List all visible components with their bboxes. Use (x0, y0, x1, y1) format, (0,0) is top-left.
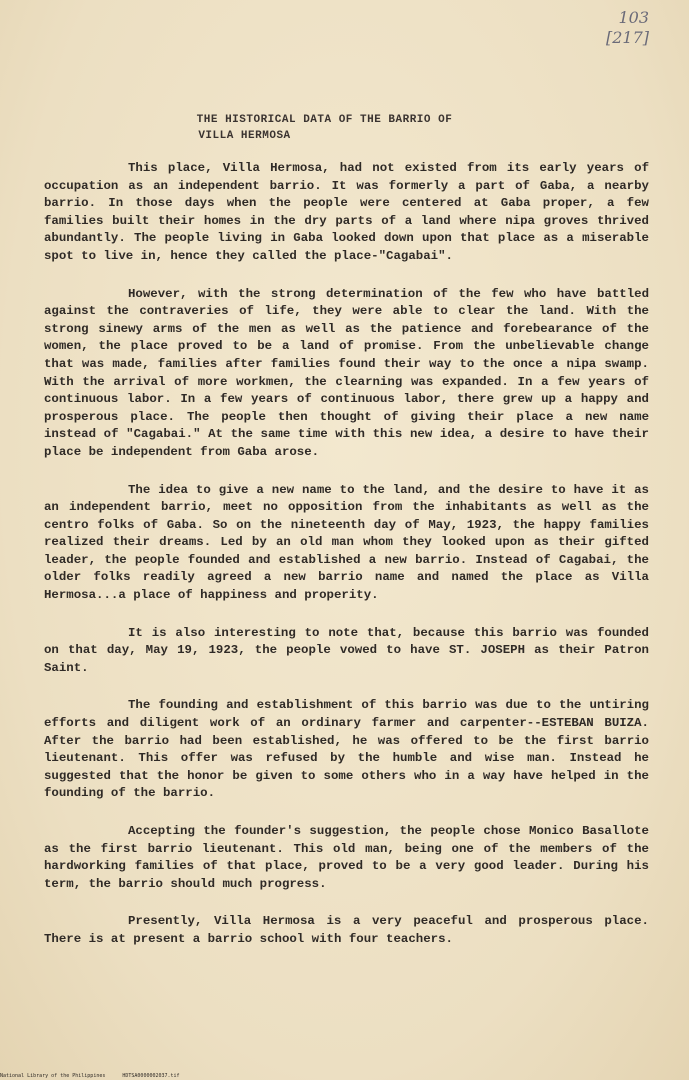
title-line-2: VILLA HERMOSA (198, 130, 291, 142)
paragraph-1: This place, Villa Hermosa, had not existed from its early years of occupation as an independent barrio. It was formerly a part of Gaba, a nearby barrio. In those days when the people were centered at Gaba proper, a few families built their homes in the dry parts of a land where nipa groves thrived abundantly. The people living in Gaba looked down upon that place as a miserable spot to live in, hence they called the place-"Cagabai". (44, 161, 649, 263)
paragraph-5: The founding and establishment of this barrio was due to the untiring efforts and diligent work of an ordinary farmer and carpenter--ESTEBAN BUIZA. After the barrio had been established, he was offered to be the first barrio lieutenant. This offer was refused by the humble and wise man. Instead he suggested that the honor be given to some others who in a way have helped in the founding of the barrio. (44, 698, 649, 801)
handwritten-annotations (606, 8, 649, 48)
paragraph-3: The idea to give a new name to the land, and the desire to have it as an independent barrio, meet no opposition from the inhabitants as well as the centro folks of Gaba. So on the nineteenth day of May, 1923, the happy families realized their dreams. Led by an old man whom they looked upon as their gifted leader, the people founded and established a new barrio. Instead of Cagabai, the older folks readily agreed a new barrio name and named the place as Villa Hermosa...a place of happiness and properity. (44, 482, 649, 603)
file-id: HDTSA0000002037.tif (122, 1073, 180, 1079)
paragraph-7: Presently, Villa Hermosa is a very peaceful and prosperous place. There is at present a barrio school with four teachers. (44, 914, 649, 946)
paragraph-2: However, with the strong determination of the few who have battled against the contraveries of life, they were able to clear the land. With the strong sinewy arms of the men as well as the patience and forebearance of the women, the place proved to be a land of promise. From the unbelievable change that was made, families after families found their way to the once a nipa swamp. With the arrival of more workmen, the clearning was expanded. In a few years of continuous labor. In a few years of continuous labor, there grew up a happy and prosperous place. The people then thought of giving their place a new name instead of "Cagabai." At the same time with this new idea, a desire to have their place be independent from Gaba arose. (44, 286, 649, 459)
title-line-1: THE HISTORICAL DATA OF THE BARRIO OF (196, 114, 453, 126)
paragraph-6: Accepting the founder's suggestion, the people chose Monico Basallote as the first barrio lieutenant. This old man, being one of the members of the hardworking families of that place, proved to be a very good leader. During his term, the barrio should much progress. (44, 824, 649, 891)
scan-footer (0, 1073, 689, 1079)
paragraph-4: It is also interesting to note that, because this barrio was founded on that day, May 19, 1923, the people vowed to have ST. JOSEPH as their Patron Saint. (44, 625, 649, 675)
library-credit: National Library of the Philippines (0, 1073, 106, 1079)
page-number: 103 (618, 8, 649, 27)
document-body (44, 160, 649, 949)
folio-number: [217] (605, 28, 649, 47)
document-title (0, 112, 689, 144)
